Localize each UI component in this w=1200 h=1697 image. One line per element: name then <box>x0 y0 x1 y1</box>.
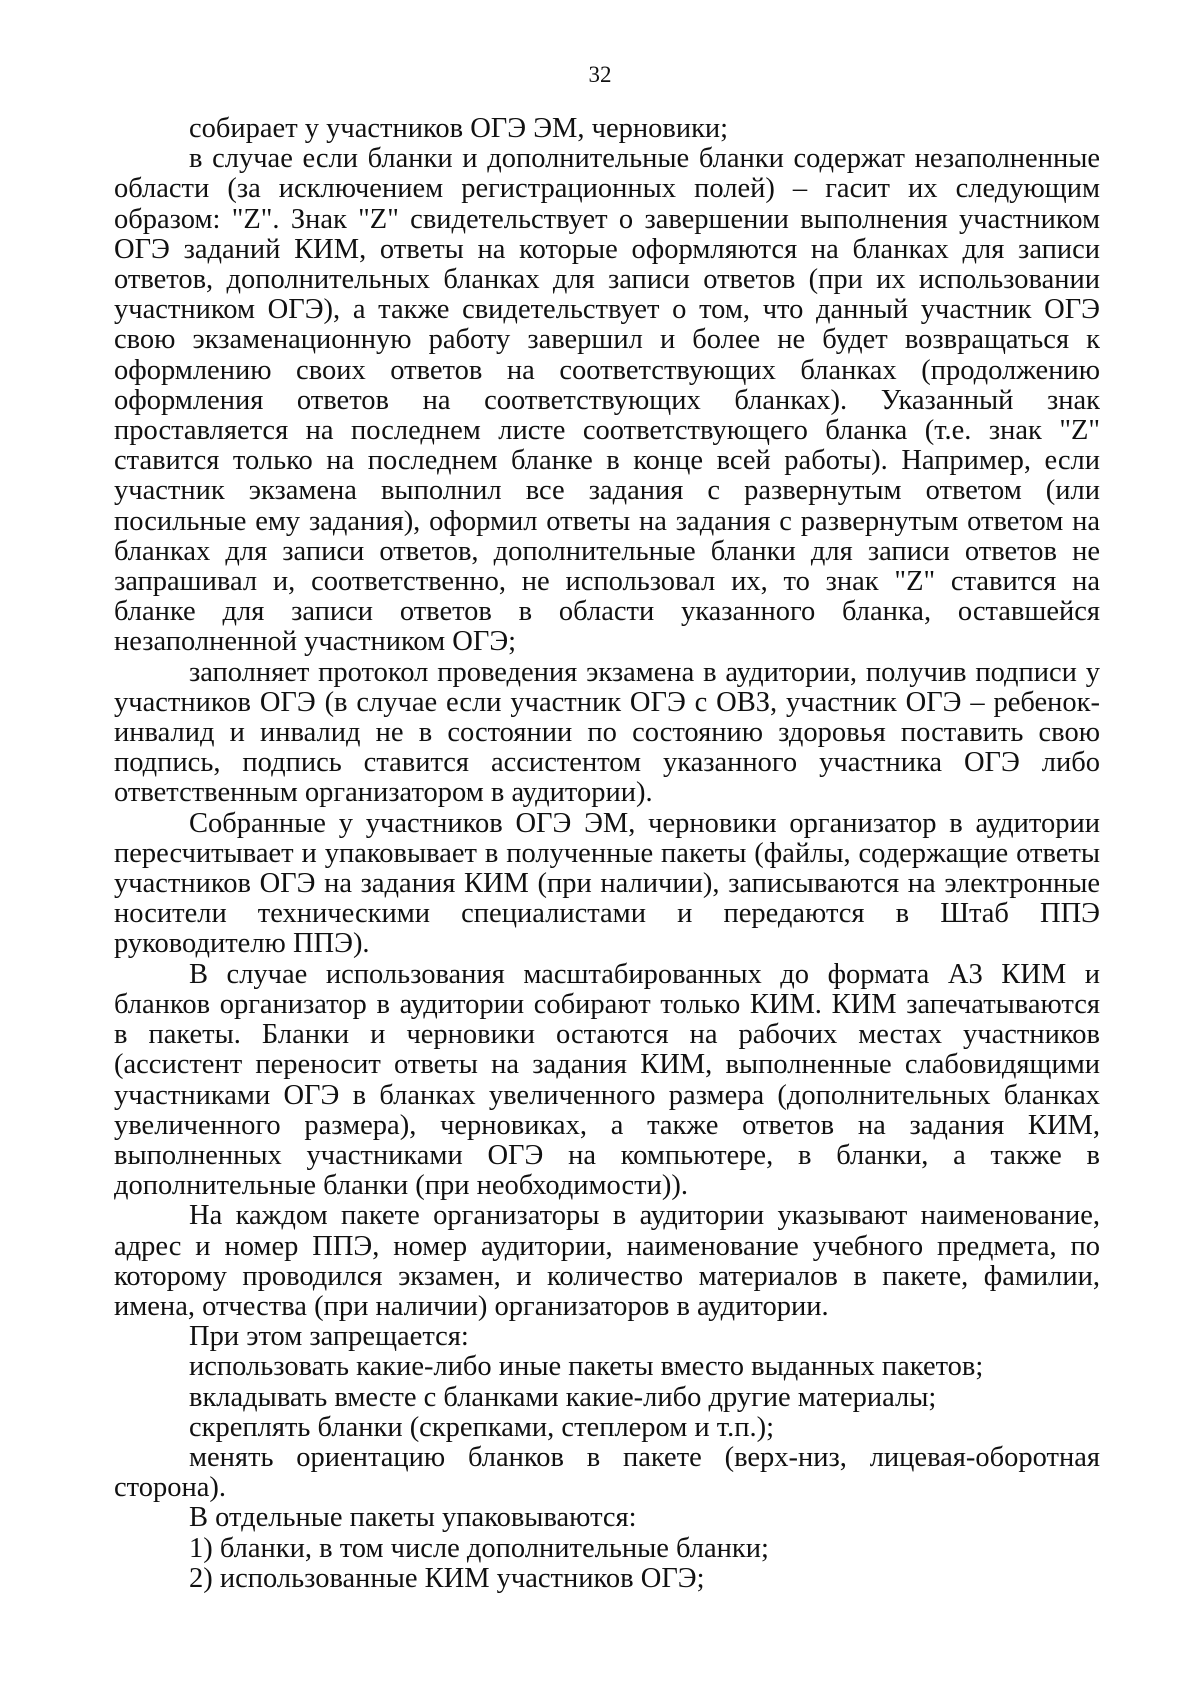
paragraph-a3-format: В случае использования масштабированных до формата А3 КИМ и бланков организатор в аудитории собирают только КИМ. КИМ запечатываются в пакеты. Бланки и черновики остаются на рабочих местах участников (ассистент переносит ответы на задания КИМ, выполненные слабовидящими участниками ОГЭ в бланках увеличенного размера (дополнительных бланках увеличенного размера), черновиках, а также ответов на задания КИМ, выполненных участниками ОГЭ на компьютере, в бланки, а также в дополнительные бланки (при необходимости)). <box>114 958 1100 1202</box>
page-number: 32 <box>588 62 612 87</box>
paragraph-package-labeling: На каждом пакете организаторы в аудитории указывают наименование, адрес и номер ППЭ, номер аудитории, наименование учебного предмета, по которому проводился экзамен, и количество материалов в пакете, фамилии, имена, отчества (при наличии) организаторов в аудитории. <box>114 1200 1100 1322</box>
list-item-prohibited-stapling: скреплять бланки (скрепками, степлером и т.п.); <box>189 1411 775 1443</box>
list-item-package-forms: 1) бланки, в том числе дополнительные бланки; <box>189 1532 769 1564</box>
list-item-prohibited-other-materials: вкладывать вместе с бланками какие-либо другие материалы; <box>189 1381 937 1413</box>
paragraph-prohibited-heading: При этом запрещается: <box>189 1321 469 1353</box>
paragraph-counts-and-packs: Собранные у участников ОГЭ ЭМ, черновики организатор в аудитории пересчитывает и упаковывает в полученные пакеты (файлы, содержащие ответы участников ОГЭ на задания КИМ (при наличии), записываются на электронные носители техническими специалистами и передаются в Штаб ППЭ руководителю ППЭ). <box>114 807 1100 960</box>
list-item-prohibited-other-packages: использовать какие-либо иные пакеты вместо выданных пакетов; <box>189 1351 984 1383</box>
list-item-package-kim: 2) использованные КИМ участников ОГЭ; <box>189 1562 705 1594</box>
list-item-prohibited-orientation: менять ориентацию бланков в пакете (верх-низ, лицевая-оборотная сторона). <box>114 1441 1100 1504</box>
paragraph-collects-materials: собирает у участников ОГЭ ЭМ, черновики; <box>189 113 729 144</box>
paragraph-separate-packages-heading: В отдельные пакеты упаковываются: <box>189 1502 637 1534</box>
paragraph-z-mark-rule: в случае если бланки и дополнительные бланки содержат незаполненные области (за исключением регистрационных полей) – гасит их следующим образом: "Z". Знак "Z" свидетельствует о завершении выполнения участником ОГЭ заданий КИМ, ответы на которые оформляются на бланках для записи ответов, дополнительных бланках для записи ответов (при их использовании участником ОГЭ), а также свидетельствует о том, что данный участник ОГЭ свою экзаменационную работу завершил и более не будет возвращаться к оформлению своих ответов на соответствующих бланках (продолжению оформления ответов на соответствующих бланках). Указанный знак проставляется на последнем листе соответствующего бланка (т.е. знак "Z" ставится только на последнем бланке в конце всей работы). Например, если участник экзамена выполнил все задания с развернутым ответом (или посильные ему задания), оформил ответы на задания с развернутым ответом на бланках для записи ответов, дополнительные бланки для записи ответов не запрашивал и, соответственно, не использовал их, то знак "Z" ставится на бланке для записи ответов в области указанного бланка, оставшейся незаполненной участником ОГЭ; <box>114 143 1100 658</box>
document-body <box>114 114 1100 1594</box>
paragraph-fills-protocol: заполняет протокол проведения экзамена в аудитории, получив подписи у участников ОГЭ (в случае если участник ОГЭ с ОВЗ, участник ОГЭ – ребенок-инвалид и инвалид не в состоянии по состоянию здоровья поставить свою подпись, подпись ставится ассистентом указанного участника ОГЭ либо ответственным организатором в аудитории). <box>114 656 1100 809</box>
